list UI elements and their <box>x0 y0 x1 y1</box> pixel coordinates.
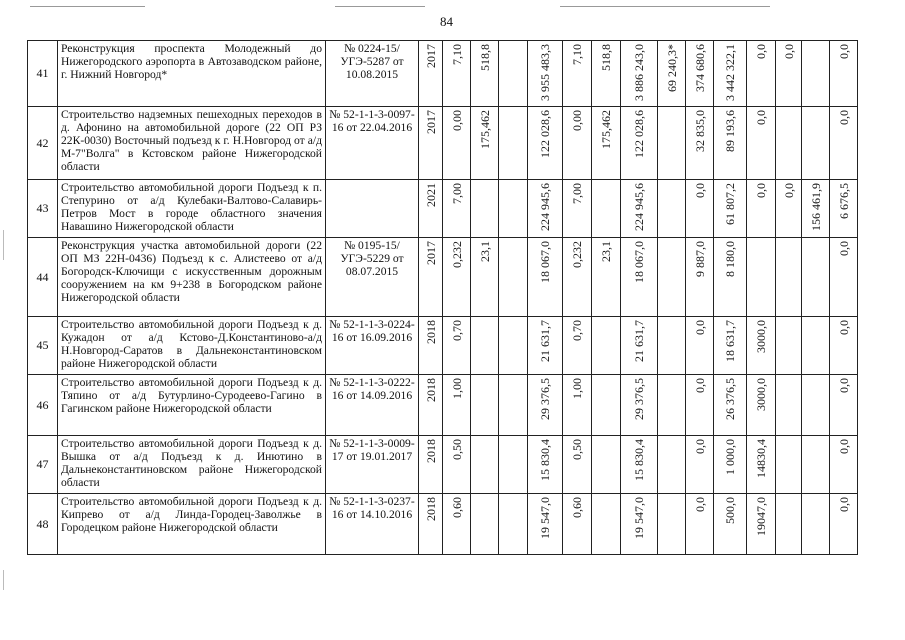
value-cell <box>471 180 499 238</box>
value-cell <box>592 375 621 436</box>
value-cell <box>658 436 686 494</box>
value-cell <box>621 107 658 180</box>
value-cell <box>776 107 802 180</box>
value-text: 7,10 <box>449 44 464 65</box>
value-text: 0,0 <box>754 110 768 125</box>
value-text: 0,00 <box>570 110 584 131</box>
value-cell <box>528 107 563 180</box>
expertise-document: № 52-1-1-3-0224-16 от 16.09.2016 <box>326 317 419 375</box>
value-text: 7,00 <box>449 183 464 204</box>
value-cell <box>419 107 443 180</box>
value-cell <box>621 41 658 107</box>
value-cell <box>592 436 621 494</box>
value-text: 0,0 <box>692 439 707 454</box>
value-text: 0,60 <box>449 497 464 518</box>
value-text: 0,232 <box>570 241 584 268</box>
value-cell <box>563 436 592 494</box>
value-text: 156 461,9 <box>808 183 823 231</box>
value-cell <box>499 41 528 107</box>
value-text: 3000,0 <box>754 320 768 353</box>
value-cell <box>686 494 714 555</box>
value-cell <box>714 107 747 180</box>
value-cell <box>443 436 471 494</box>
value-cell <box>714 494 747 555</box>
value-cell <box>443 107 471 180</box>
object-name: Строительство автомобильной дороги Подъезд к д. Тяпино от а/д Бутурлино-Суродеево-Гагино в Гагинском районе Нижегородской области <box>58 375 326 436</box>
value-text: 374 680,6 <box>692 44 707 92</box>
scan-rule <box>30 6 145 7</box>
row-number: 45 <box>28 317 58 375</box>
value-cell <box>592 317 621 375</box>
value-text: 2018 <box>423 497 438 521</box>
row-number: 41 <box>28 41 58 107</box>
value-text: 0,0 <box>692 183 707 198</box>
value-text: 0,0 <box>692 497 707 512</box>
value-text: 0,0 <box>836 378 851 393</box>
value-text: 7,10 <box>570 44 584 65</box>
row-number: 44 <box>28 238 58 317</box>
value-cell <box>776 436 802 494</box>
value-cell <box>471 317 499 375</box>
value-text: 8 180,0 <box>723 241 737 277</box>
expertise-document: № 52-1-1-3-0237-16 от 14.10.2016 <box>326 494 419 555</box>
value-cell <box>830 107 858 180</box>
value-cell <box>747 107 776 180</box>
value-cell <box>419 180 443 238</box>
table-row <box>28 436 858 494</box>
value-cell <box>499 317 528 375</box>
works-table <box>27 40 858 555</box>
table-row <box>28 494 858 555</box>
value-cell <box>686 436 714 494</box>
value-cell <box>686 317 714 375</box>
value-cell <box>776 180 802 238</box>
value-cell <box>499 238 528 317</box>
value-cell <box>419 436 443 494</box>
value-text: 224 945,6 <box>632 183 646 231</box>
value-cell <box>802 41 830 107</box>
value-cell <box>658 317 686 375</box>
value-cell <box>830 436 858 494</box>
value-text: 518,8 <box>477 44 492 71</box>
value-text: 0,0 <box>692 378 707 393</box>
expertise-document: № 0224-15/УГЭ-5287 от 10.08.2015 <box>326 41 419 107</box>
value-text: 2018 <box>423 320 438 344</box>
value-cell <box>471 375 499 436</box>
value-text: 0,0 <box>836 44 851 59</box>
value-cell <box>499 436 528 494</box>
row-number: 46 <box>28 375 58 436</box>
table-row <box>28 375 858 436</box>
value-text: 0,0 <box>836 110 851 125</box>
value-text: 0,50 <box>449 439 464 460</box>
value-cell <box>621 317 658 375</box>
value-text: 29 376,5 <box>632 378 646 420</box>
value-cell <box>563 375 592 436</box>
value-text: 0,0 <box>754 183 768 198</box>
value-text: 14830,4 <box>754 439 768 478</box>
scan-rule <box>560 6 770 7</box>
value-cell <box>563 107 592 180</box>
value-text: 1,00 <box>570 378 584 399</box>
value-cell <box>802 436 830 494</box>
object-name: Реконструкция проспекта Молодежный до Нижегородского аэропорта в Автозаводском районе, г. Нижний Новгород* <box>58 41 326 107</box>
value-cell <box>747 180 776 238</box>
value-text: 0,00 <box>449 110 464 131</box>
value-text: 61 807,2 <box>723 183 737 225</box>
value-text: 23,1 <box>477 241 492 262</box>
value-text: 175,462 <box>599 110 613 149</box>
value-cell <box>621 238 658 317</box>
table-row <box>28 238 858 317</box>
value-cell <box>658 375 686 436</box>
value-text: 0,70 <box>570 320 584 341</box>
value-text: 2017 <box>423 44 438 68</box>
value-cell <box>621 494 658 555</box>
value-cell <box>443 180 471 238</box>
value-cell <box>471 238 499 317</box>
value-cell <box>528 180 563 238</box>
value-cell <box>621 436 658 494</box>
value-text: 19047,0 <box>754 497 768 536</box>
value-cell <box>528 494 563 555</box>
value-cell <box>747 375 776 436</box>
value-cell <box>747 41 776 107</box>
value-text: 0,232 <box>449 241 464 268</box>
value-text: 18 067,0 <box>538 241 552 283</box>
value-cell <box>686 41 714 107</box>
value-text: 0,50 <box>570 439 584 460</box>
value-text: 32 835,0 <box>692 110 707 152</box>
value-cell <box>686 238 714 317</box>
value-cell <box>714 238 747 317</box>
row-number: 47 <box>28 436 58 494</box>
value-cell <box>621 375 658 436</box>
value-cell <box>830 375 858 436</box>
value-text: 0,70 <box>449 320 464 341</box>
value-cell <box>776 41 802 107</box>
row-number: 43 <box>28 180 58 238</box>
value-text: 518,8 <box>599 44 613 71</box>
value-cell <box>443 375 471 436</box>
value-text: 0,0 <box>781 44 796 59</box>
value-cell <box>776 317 802 375</box>
value-text: 3 442 322,1 <box>723 44 737 101</box>
value-text: 19 547,0 <box>632 497 646 539</box>
object-name: Строительство автомобильной дороги Подъезд к д. Вышка от а/д Подъезд к д. Инютино в Дальнеконстантиновском районе Нижегородской области <box>58 436 326 494</box>
value-cell <box>802 107 830 180</box>
value-text: 3 955 483,3 <box>538 44 552 101</box>
value-text: 15 830,4 <box>632 439 646 481</box>
value-cell <box>499 107 528 180</box>
value-text: 0,0 <box>836 497 851 512</box>
value-text: 23,1 <box>599 241 613 262</box>
expertise-document: № 0195-15/УГЭ-5229 от 08.07.2015 <box>326 238 419 317</box>
scan-rule <box>335 6 425 7</box>
value-cell <box>830 180 858 238</box>
value-text: 2017 <box>423 110 438 134</box>
value-cell <box>714 41 747 107</box>
value-cell <box>747 436 776 494</box>
object-name: Строительство автомобильной дороги Подъезд к д. Кипрево от а/д Линда-Городец-Заволжье в Городецком районе Нижегородской области <box>58 494 326 555</box>
value-cell <box>419 494 443 555</box>
value-text: 122 028,6 <box>632 110 646 158</box>
value-text: 7,00 <box>570 183 584 204</box>
value-cell <box>776 494 802 555</box>
value-cell <box>802 317 830 375</box>
row-number: 48 <box>28 494 58 555</box>
value-text: 29 376,5 <box>538 378 552 420</box>
value-cell <box>563 494 592 555</box>
object-name: Строительство автомобильной дороги Подъезд к д. Кужадон от а/д Кстово-Д.Константиново-а/д Н.Новгород-Саратов в Дальнеконстантиновском районе Нижегородской области <box>58 317 326 375</box>
value-text: 500,0 <box>723 497 737 524</box>
value-text: 9 887,0 <box>692 241 707 277</box>
value-text: 175,462 <box>477 110 492 149</box>
value-text: 0,0 <box>836 320 851 335</box>
expertise-document: № 52-1-1-3-0222-16 от 14.09.2016 <box>326 375 419 436</box>
value-cell <box>419 41 443 107</box>
expertise-document: № 52-1-1-3-0009-17 от 19.01.2017 <box>326 436 419 494</box>
value-text: 1 000,0 <box>723 439 737 475</box>
value-cell <box>658 494 686 555</box>
value-cell <box>714 180 747 238</box>
value-cell <box>419 238 443 317</box>
value-cell <box>830 238 858 317</box>
value-text: 0,60 <box>570 497 584 518</box>
value-cell <box>714 375 747 436</box>
value-cell <box>499 180 528 238</box>
value-cell <box>776 238 802 317</box>
value-cell <box>499 494 528 555</box>
value-cell <box>443 41 471 107</box>
value-text: 26 376,5 <box>723 378 737 420</box>
value-cell <box>563 180 592 238</box>
expertise-document <box>326 180 419 238</box>
value-cell <box>471 107 499 180</box>
value-cell <box>592 238 621 317</box>
value-cell <box>528 238 563 317</box>
value-cell <box>443 494 471 555</box>
object-name: Строительство автомобильной дороги Подъезд к п. Степурино от а/д Кулебаки-Валтово-Салавирь-Петров Мост в городе областного значения Навашино Нижегородской области <box>58 180 326 238</box>
value-cell <box>747 238 776 317</box>
value-cell <box>528 436 563 494</box>
value-cell <box>658 238 686 317</box>
value-text: 18 067,0 <box>632 241 646 283</box>
page-number: 84 <box>440 14 453 29</box>
value-cell <box>471 41 499 107</box>
value-text: 2017 <box>423 241 438 265</box>
value-text: 15 830,4 <box>538 439 552 481</box>
value-cell <box>563 41 592 107</box>
value-cell <box>802 180 830 238</box>
value-cell <box>563 238 592 317</box>
value-text: 224 945,6 <box>538 183 552 231</box>
value-cell <box>621 180 658 238</box>
value-text: 19 547,0 <box>538 497 552 539</box>
value-cell <box>592 107 621 180</box>
value-cell <box>802 375 830 436</box>
value-cell <box>802 494 830 555</box>
value-text: 2018 <box>423 378 438 402</box>
value-text: 1,00 <box>449 378 464 399</box>
object-name: Реконструкция участка автомобильной дороги (22 ОП МЗ 22Н-0436) Подъезд к с. Алистеево от а/д Богородск-Ключищи с искусственным дорожным сооружением на км 9+238 в Богородском районе Нижегородской области <box>58 238 326 317</box>
value-cell <box>419 375 443 436</box>
value-text: 0,0 <box>781 183 796 198</box>
value-text: 0,0 <box>836 241 851 256</box>
value-text: 3000,0 <box>754 378 768 411</box>
row-number: 42 <box>28 107 58 180</box>
value-cell <box>419 317 443 375</box>
value-cell <box>747 317 776 375</box>
value-cell <box>802 238 830 317</box>
table-row <box>28 180 858 238</box>
value-cell <box>592 41 621 107</box>
value-cell <box>499 375 528 436</box>
value-text: 2018 <box>423 439 438 463</box>
value-text: 2021 <box>423 183 438 207</box>
table-row <box>28 41 858 107</box>
value-cell <box>528 375 563 436</box>
value-cell <box>443 317 471 375</box>
value-cell <box>714 317 747 375</box>
value-cell <box>658 180 686 238</box>
value-text: 122 028,6 <box>538 110 552 158</box>
value-cell <box>528 317 563 375</box>
table-row <box>28 317 858 375</box>
value-text: 0,0 <box>836 439 851 454</box>
value-cell <box>563 317 592 375</box>
object-name: Строительство надземных пешеходных переходов в д. Афонино на автомобильной дороге (22 ОП РЗ 22К-0030) Восточный подъезд к г. Н.Новгород от а/д М-7"Волга" в Кстовском районе Нижегородской области <box>58 107 326 180</box>
value-cell <box>443 238 471 317</box>
value-cell <box>830 317 858 375</box>
value-cell <box>686 180 714 238</box>
value-text: 21 631,7 <box>538 320 552 362</box>
value-text: 6 676,5 <box>836 183 851 219</box>
value-cell <box>830 494 858 555</box>
value-text: 0,0 <box>754 44 768 59</box>
value-text: 3 886 243,0 <box>632 44 646 101</box>
value-cell <box>592 494 621 555</box>
value-cell <box>686 107 714 180</box>
expertise-document: № 52-1-1-3-0097-16 от 22.04.2016 <box>326 107 419 180</box>
value-cell <box>528 41 563 107</box>
value-text: 18 631,7 <box>723 320 737 362</box>
value-cell <box>830 41 858 107</box>
value-cell <box>714 436 747 494</box>
value-text: 21 631,7 <box>632 320 646 362</box>
value-cell <box>658 41 686 107</box>
value-text: 69 240,3* <box>664 44 679 92</box>
scan-margin-mark <box>3 570 4 590</box>
value-cell <box>592 180 621 238</box>
value-text: 89 193,6 <box>723 110 737 152</box>
value-cell <box>686 375 714 436</box>
value-cell <box>471 494 499 555</box>
value-cell <box>747 494 776 555</box>
value-cell <box>776 375 802 436</box>
value-cell <box>471 436 499 494</box>
scan-margin-mark <box>3 230 4 260</box>
value-cell <box>658 107 686 180</box>
table-row <box>28 107 858 180</box>
value-text: 0,0 <box>692 320 707 335</box>
